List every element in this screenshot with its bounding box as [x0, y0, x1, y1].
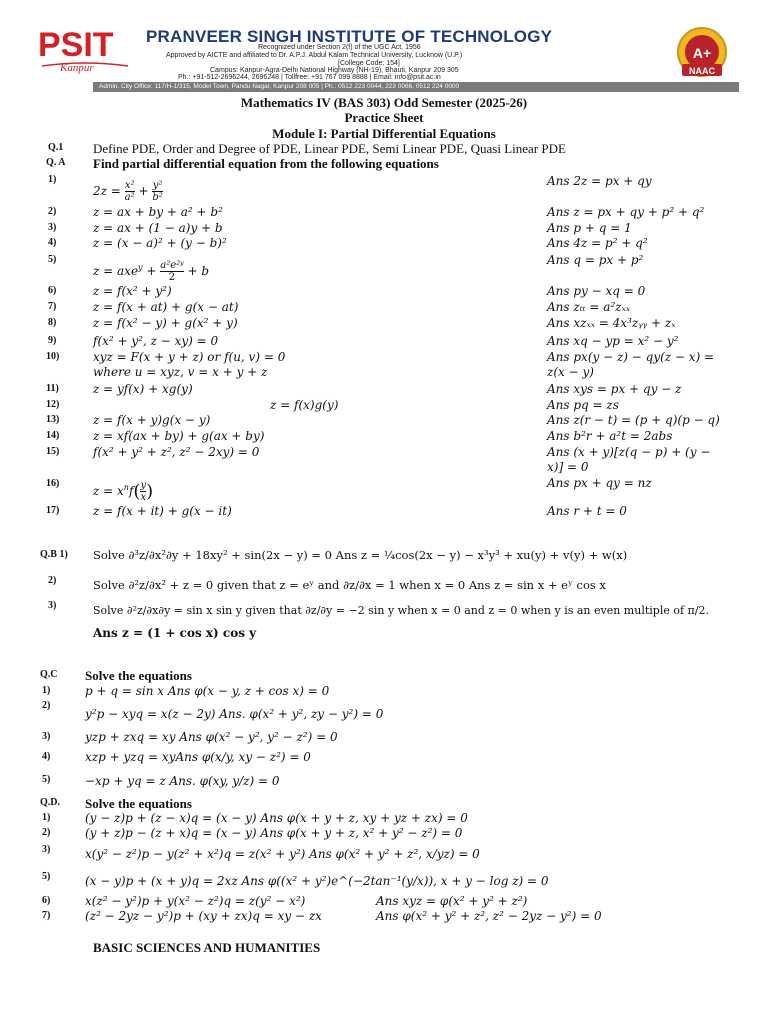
- naac-badge-icon: [674, 26, 730, 84]
- qa-ans: Ans xq − yp = x² − y²: [547, 334, 679, 348]
- qd-num: 6): [42, 895, 51, 906]
- qa-eq: z = f(x² − y) + g(x² + y): [93, 316, 238, 330]
- qa-ans: Ans pq = zs: [547, 398, 619, 412]
- qd-eq: (y − z)p + (z − x)q = (x − y) Ans φ(x + y + z, xy + yz + zx) = 0: [85, 811, 468, 825]
- logo-subtitle: Kanpur: [60, 62, 94, 74]
- qc-num: 2): [42, 700, 51, 711]
- qd-num: 1): [42, 812, 51, 823]
- qd-eq: x(y² − z²)p − y(z² + x²)q = z(x² + y²) Ans φ(x² + y² + z², x/yz) = 0: [85, 847, 480, 861]
- qa-heading: Find partial differential equation from the following equations: [93, 156, 439, 171]
- qa-ans: Ans px(y − z) − qy(z − x) =: [547, 350, 715, 364]
- qa-num: 11): [46, 383, 59, 394]
- qa-ans: Ans zₜₜ = a²zₓₓ: [547, 300, 631, 314]
- qa-ans: Ans 4z = p² + q²: [547, 236, 648, 250]
- qc-eq: y²p − xyq = x(z − 2y) Ans. φ(x² + y², zy − y²) = 0: [85, 707, 384, 721]
- institute-name: PRANVEER SINGH INSTITUTE OF TECHNOLOGY: [146, 27, 553, 46]
- qa-eq: z = (x − a)² + (y − b)²: [93, 236, 227, 250]
- psit-logo: [38, 28, 130, 64]
- qa-eq-5: z = axe$^y$ + $\frac{\text{a²e²ʸ}}{2} + b$: [93, 260, 210, 283]
- qa-num: 13): [46, 414, 60, 425]
- header-campus: Campus: Kanpur-Agra-Delhi National Highway (NH-19), Bhauti, Kanpur 209 305: [210, 67, 459, 74]
- qa-ans: Ans px + qy = nz: [547, 476, 652, 490]
- qb-ans-3: Ans z = (1 + cos x) cos y: [93, 626, 257, 640]
- qa-ans-cont: x)] = 0: [547, 460, 589, 474]
- qa-eq: z = ax + by + a² + b²: [93, 205, 223, 219]
- qc-label: Q.C: [40, 669, 58, 680]
- qa-num: 12): [46, 399, 60, 410]
- qc-eq: yzp + zxq = xy Ans φ(x² − y², y² − z²) = 0: [85, 730, 338, 744]
- qa-eq: z = xf(ax + by) + g(ax + by): [93, 429, 265, 443]
- qc-num: 3): [42, 731, 51, 742]
- department-footer: BASIC SCIENCES AND HUMANITIES: [93, 940, 321, 955]
- qb-label: Q.B 1): [40, 549, 68, 560]
- qa-num: 9): [48, 335, 57, 346]
- qd-ans: Ans φ(x² + y² + z², z² − 2yz − y²) = 0: [376, 909, 602, 923]
- qd-heading: Solve the equations: [85, 796, 192, 811]
- header-approval: Approved by AICTE and affiliated to Dr. A.P.J. Abdul Kalam Technical University, Lucknow (U.P.): [166, 52, 463, 59]
- qa-ans: Ans xzₓₓ = 4x³zᵧᵧ + zₓ: [547, 316, 676, 330]
- qa-num: 4): [48, 237, 57, 248]
- qa-ans: Ans z = px + qy + p² + q²: [547, 205, 705, 219]
- qa-ans: Ans p + q = 1: [547, 221, 632, 235]
- qd-eq: x(z² − y²)p + y(x² − z²)q = z(y² − x²): [85, 894, 306, 908]
- qc-heading: Solve the equations: [85, 668, 192, 683]
- qa-eq-16: $z = x^nf$( $\frac{y}{x}$): [93, 480, 154, 503]
- qa-eq: f(x² + y² + z², z² − 2xy) = 0: [93, 445, 260, 459]
- qb-eq-2: Solve ∂²z/∂x² + z = 0 given that z = eʸ and ∂z/∂x = 1 when x = 0 Ans z = sin x + eʸ cos x: [93, 578, 606, 592]
- qa-ans: Ans r + t = 0: [547, 504, 627, 518]
- qa-num: 16): [46, 478, 60, 489]
- qd-num: 3): [42, 844, 51, 855]
- qb-eq-1: Solve ∂³z/∂x²∂y + 18xy² + sin(2x − y) = 0 Ans z = ¼cos(2x − y) − x³y³ + xu(y) + v(y) + w(x): [93, 548, 628, 562]
- qa-eq: z = ax + (1 − a)y + b: [93, 221, 223, 235]
- qd-eq: (y + z)p − (z + x)q = (x − y) Ans φ(x + y + z, x² + y² − z²) = 0: [85, 826, 463, 840]
- qc-eq: −xp + yq = z Ans. φ(xy, y/z) = 0: [85, 774, 280, 788]
- qa-eq-1: 2z = $\frac{\text{x²}}{\text{a²}}$ + $\frac{\text{y²}}{\text{b²}}$: [93, 180, 163, 203]
- qa-ans: Ans (x + y)[z(q − p) + (y −: [547, 445, 711, 459]
- qc-num: 5): [42, 774, 51, 785]
- qa-eq: z = f(x)g(y): [270, 398, 339, 412]
- qa-eq: z = f(x + y)g(x − y): [93, 413, 211, 427]
- qb-eq-3: Solve ∂²z/∂x∂y = sin x sin y given that ∂z/∂y = −2 sin y when x = 0 and z = 0 when y is an even multiple of π/2.: [93, 604, 709, 617]
- qd-label: Q.D.: [40, 797, 60, 808]
- qd-eq: (x − y)p + (x + y)q = 2xz Ans φ((x² + y²)e^(−2tan⁻¹(y/x)), x + y − log z) = 0: [85, 874, 549, 888]
- qc-eq: xzp + yzq = xyAns φ(x/y, xy − z²) = 0: [85, 750, 311, 764]
- qc-eq: p + q = sin x Ans φ(x − y, z + cos x) = 0: [85, 684, 330, 698]
- qd-ans: Ans xyz = φ(x² + y² + z²): [376, 894, 528, 908]
- qa-ans-cont: z(x − y): [547, 365, 594, 379]
- qa-eq: z = f(x + it) + g(x − it): [93, 504, 232, 518]
- qa-ans: Ans xys = px + qy − z: [547, 382, 682, 396]
- qd-num: 7): [42, 910, 51, 921]
- module-title: Module I: Partial Differential Equations: [272, 126, 496, 141]
- qa-num: 5): [48, 254, 57, 265]
- qa-num: 6): [48, 285, 57, 296]
- qa-num: 15): [46, 446, 60, 457]
- qa-eq-where: where u = xyz, v = x + y + z: [93, 365, 268, 379]
- qa-label: Q. A: [46, 157, 66, 168]
- qd-num: 5): [42, 871, 51, 882]
- qa-eq: z = yf(x) + xg(y): [93, 382, 193, 396]
- sheet-title: Practice Sheet: [344, 110, 424, 125]
- qa-num: 3): [48, 222, 57, 233]
- naac-label: NAAC: [689, 66, 715, 76]
- q1-text: Define PDE, Order and Degree of PDE, Linear PDE, Semi Linear PDE, Quasi Linear PDE: [93, 141, 566, 156]
- q1-label: Q.1: [48, 142, 64, 153]
- qa-num: 2): [48, 206, 57, 217]
- qa-eq: xyz = F(x + y + z) or f(u, v) = 0: [93, 350, 286, 364]
- qa-eq: f(x² + y², z − xy) = 0: [93, 334, 219, 348]
- course-title: Mathematics IV (BAS 303) Odd Semester (2025-26): [240, 95, 528, 110]
- admin-address-bar: Admin. City Office: 117/H-1/315, Model Town, Pandu Nagar, Kanpur 208 005 | Ph.: 0512 223 0044, 223 0066, 0512 224 0000: [93, 82, 739, 92]
- qc-num: 1): [42, 685, 51, 696]
- qa-num: 7): [48, 301, 57, 312]
- naac-grade: A+: [692, 45, 712, 61]
- qa-num: 17): [46, 505, 60, 516]
- qd-eq: (z² − 2yz − y²)p + (xy + zx)q = xy − zx: [85, 909, 322, 923]
- header-contact: Ph.: +91-512-2696244, 2696248 | Tollfree: +91 767 099 8888 | Email: info@psit.ac.in: [178, 74, 441, 81]
- qa-num: 14): [46, 430, 60, 441]
- logo-text: PSIT: [38, 26, 114, 64]
- qc-num: 4): [42, 751, 51, 762]
- qa-eq: z = f(x + at) + g(x − at): [93, 300, 239, 314]
- qb-num: 3): [48, 600, 57, 611]
- qa-eq: z = f(x² + y²): [93, 284, 172, 298]
- qa-ans: Ans b²r + a²t = 2abs: [547, 429, 673, 443]
- qa-ans: Ans 2z = px + qy: [547, 174, 652, 188]
- qa-num: 8): [48, 317, 57, 328]
- qd-num: 2): [42, 827, 51, 838]
- header-college-code: [College Code: 154]: [338, 60, 400, 67]
- header-recognition: Recognized under Section 2(f) of the UGC Act, 1956: [258, 44, 421, 51]
- qa-ans: Ans q = px + p²: [547, 253, 644, 267]
- qa-ans: Ans z(r − t) = (p + q)(p − q): [547, 413, 720, 427]
- qa-num: 10): [46, 351, 60, 362]
- qa-ans: Ans py − xq = 0: [547, 284, 646, 298]
- qa-num: 1): [48, 174, 57, 185]
- qb-num: 2): [48, 575, 57, 586]
